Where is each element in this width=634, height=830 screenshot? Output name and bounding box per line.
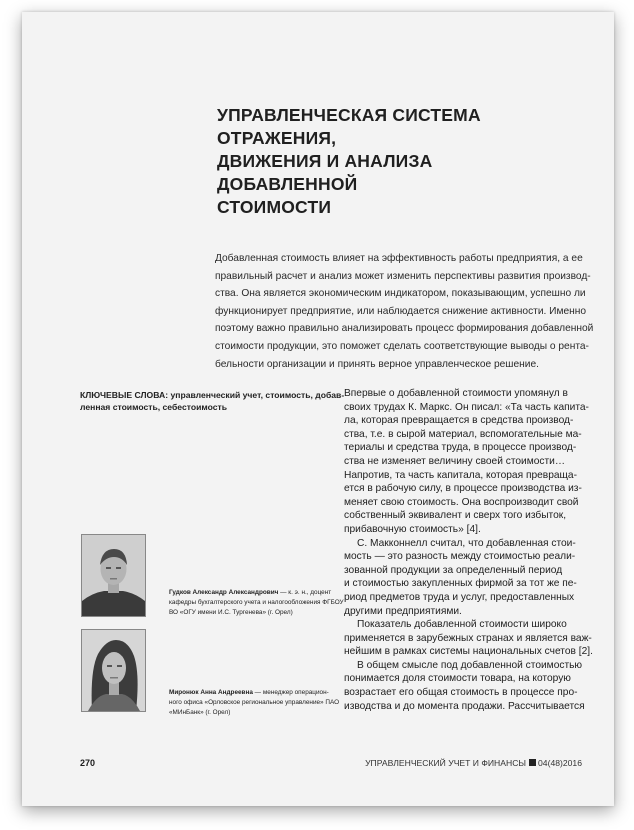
title-line: СТОИМОСТИ xyxy=(217,197,332,217)
keywords xyxy=(80,389,345,413)
body-line: ства не изменяет величину своей стоимости… xyxy=(344,455,566,467)
keywords-line: ленная стоимость, себестоимость xyxy=(80,402,227,412)
abstract-line: стоимости продукции, это поможет сделать соответствующие выводы о рента- xyxy=(215,340,589,352)
body-line: ется в рабочую силу, в процессе производства из- xyxy=(344,483,582,495)
author-role: — к. э. н., доцент xyxy=(278,589,332,596)
body-line: ства, т.е. в сырой материал, вспомогательные ма- xyxy=(344,428,582,440)
body-line: ла, которая превращается в средства производ- xyxy=(344,415,574,427)
author-bio-1 xyxy=(169,588,359,618)
page-number: 270 xyxy=(80,758,96,768)
abstract-line: поэтому важно правильно анализировать процесс формирования добавленной xyxy=(215,323,594,335)
abstract-line: бельности организации и принять верное управленческое решение. xyxy=(215,358,539,370)
author-name: Гудков Александр Александрович xyxy=(169,589,279,596)
body-line: В общем смысле под добавленной стоимостью xyxy=(357,659,583,671)
author-bio-2 xyxy=(169,688,359,718)
title-line: ДВИЖЕНИЯ И АНАЛИЗА ДОБАВЛЕННОЙ xyxy=(217,151,433,194)
keywords-line: КЛЮЧЕВЫЕ СЛОВА: управленческий учет, стоимость, добав- xyxy=(80,390,345,400)
author-name: Миронюк Анна Андреевна xyxy=(169,689,253,696)
body-line: нейшим в рамках системы национальных счетов [2]. xyxy=(344,646,593,658)
abstract-line: ства. Она является экономическим индикатором, показывающим, успешно ли xyxy=(215,288,586,300)
body-line: возрастает его общая стоимость в процессе про- xyxy=(344,687,578,699)
author-bio-line: «МИнБанк» (г. Орел) xyxy=(169,709,231,716)
author-role: — менеджер операцион- xyxy=(252,689,329,696)
abstract-line: Добавленная стоимость влияет на эффективность работы предприятия, а ее xyxy=(215,253,583,264)
body-line: меняет свою стоимость. Она воспроизводит свой xyxy=(344,496,579,508)
body-line: и стоимостью закупленных фирмой за тот же пе- xyxy=(344,578,577,590)
body-line: Показатель добавленной стоимости широко xyxy=(357,619,567,631)
article-abstract xyxy=(215,250,594,373)
body-line: изводства и до момента продажи. Рассчитывается xyxy=(344,700,585,712)
journal-issue: 04(48)2016 xyxy=(538,758,582,768)
body-line: понимается доля стоимости товара, на которую xyxy=(344,673,571,685)
author-bio-line: кафедры бухгалтерского учета и налогообложения ФГБОУ xyxy=(169,599,344,606)
author-photo-2 xyxy=(81,629,146,712)
running-footer xyxy=(365,758,582,768)
body-line: другими предприятиями. xyxy=(344,605,462,617)
abstract-line: функционирует предприятие, или наблюдается снижение активности. Именно xyxy=(215,305,587,317)
body-line: мость — это разность между стоимостью реали- xyxy=(344,551,576,563)
body-line: риод предметов труда и услуг, предоставленных xyxy=(344,591,575,603)
body-line: своих трудах К. Маркс. Он писал: «Та часть капита- xyxy=(344,401,589,413)
body-line: собственный эквивалент и сверх того избыток, xyxy=(344,510,567,522)
body-line: прибавочную стоимость» [4]. xyxy=(344,523,481,535)
journal-name: УПРАВЛЕНЧЕСКИЙ УЧЕТ И ФИНАНСЫ xyxy=(365,758,527,768)
abstract-line: правильный расчет и анализ может изменить перспективы развития производ- xyxy=(215,270,591,282)
body-line: применяется в зарубежных странах и является важ- xyxy=(344,632,592,644)
article-title xyxy=(217,104,577,219)
author-bio-line: ВО «ОГУ имени И.С. Тургенева» (г. Орел) xyxy=(169,609,293,616)
author-bio-line: ного офиса «Орловское региональное управление» ПАО xyxy=(169,699,340,706)
body-line: зованной продукции за определенный период xyxy=(344,564,563,576)
body-line: С. Макконнелл считал, что добавленная стои- xyxy=(357,537,576,549)
square-icon xyxy=(529,759,536,766)
journal-page xyxy=(22,12,614,806)
body-line: Напротив, та часть капитала, которая превраща- xyxy=(344,469,577,481)
body-line: териалы и средства труда, в процессе производ- xyxy=(344,442,577,454)
title-line: УПРАВЛЕНЧЕСКАЯ СИСТЕМА ОТРАЖЕНИЯ, xyxy=(217,105,481,148)
body-line: Впервые о добавленной стоимости упомянул в xyxy=(344,388,568,399)
article-body xyxy=(344,387,598,713)
author-photo-1 xyxy=(81,534,146,617)
